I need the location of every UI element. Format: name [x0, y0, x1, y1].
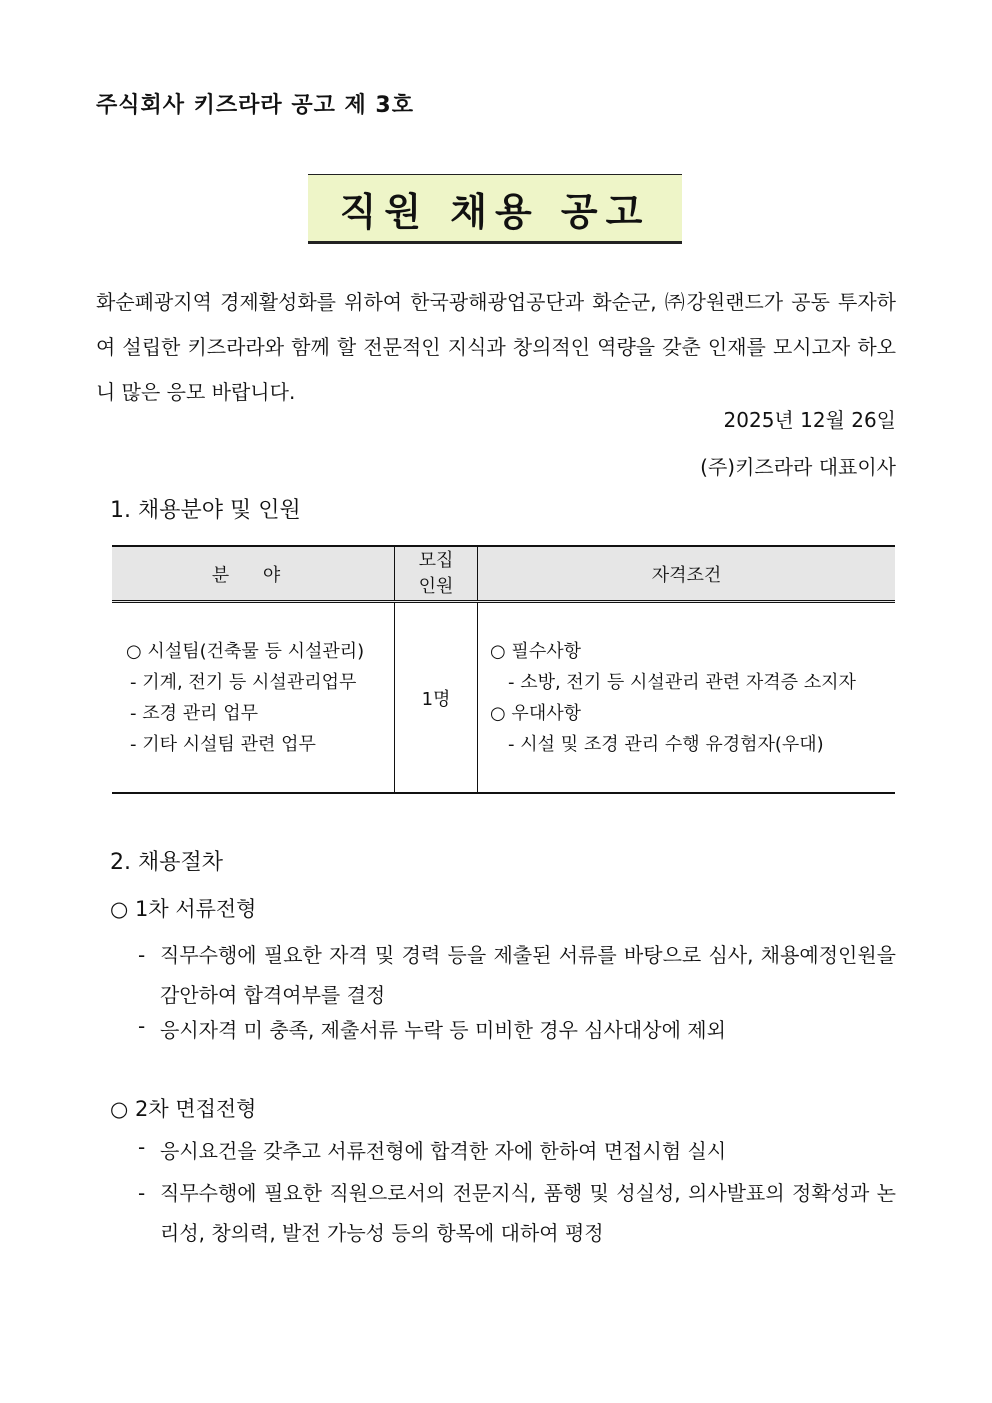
- step1-heading: ○ 1차 서류전형: [110, 897, 257, 921]
- intro-paragraph: 화순폐광지역 경제활성화를 위하여 한국광해광업공단과 화순군, ㈜강원랜드가 공동 투자하여 설립한 키즈라라와 함께 할 전문적인 지식과 창의적인 역량을 갖춘 인재를 모시고자 하오니 많은 응모 바랍니다.: [96, 290, 896, 404]
- recruitment-table: [112, 545, 895, 794]
- dash-marker: -: [138, 1014, 146, 1038]
- announcement-date: 2025년 12월 26일: [723, 408, 896, 432]
- header-qualification: 자격조건: [478, 546, 896, 602]
- header-count-line1: 모집: [418, 549, 454, 571]
- dash-marker: -: [138, 1135, 146, 1159]
- step1-line-text: 응시자격 미 충족, 제출서류 누락 등 미비한 경우 심사대상에 제외: [160, 1018, 726, 1042]
- cell-qualification: [478, 602, 896, 794]
- step2-line-text: 직무수행에 필요한 직원으로서의 전문지식, 품행 및 성실성, 의사발표의 정확성과 논리성, 창의력, 발전 가능성 등의 항목에 대하여 평정: [160, 1181, 896, 1245]
- section-heading-recruitment: 1. 채용분야 및 인원: [110, 498, 301, 523]
- cell-count: 1명: [395, 602, 478, 794]
- section-heading-procedure: 2. 채용절차: [110, 850, 223, 875]
- page-title: 직원 채용 공고: [339, 189, 651, 234]
- field-line: - 조경 관리 업무: [130, 702, 258, 724]
- field-line: - 기타 시설팀 관련 업무: [130, 733, 316, 755]
- header-count-line2: 인원: [418, 575, 454, 597]
- field-line: - 기계, 전기 등 시설관리업무: [130, 671, 357, 693]
- table-header-row: [112, 546, 895, 602]
- step2-heading: ○ 2차 면접전형: [110, 1097, 257, 1121]
- field-line: ○ 시설팀(건축물 등 시설관리): [126, 640, 365, 662]
- qualification-line: - 시설 및 조경 관리 수행 유경험자(우대): [508, 733, 824, 755]
- header-count: [395, 546, 478, 602]
- notice-number: 주식회사 키즈라라 공고 제 3호: [96, 93, 414, 118]
- qualification-line: ○ 필수사항: [490, 640, 581, 662]
- table-row: [112, 602, 895, 794]
- issuer: (주)키즈라라 대표이사: [700, 455, 896, 479]
- step1-line: [138, 935, 896, 1015]
- dash-marker: -: [138, 943, 146, 967]
- dash-marker: -: [138, 1181, 146, 1205]
- step2-line: [138, 1135, 726, 1164]
- qualification-line: ○ 우대사항: [490, 702, 581, 724]
- step1-line: [138, 1014, 726, 1043]
- title-banner: [308, 174, 682, 244]
- step2-line: [138, 1173, 896, 1253]
- step1-line-text: 직무수행에 필요한 자격 및 경력 등을 제출된 서류를 바탕으로 심사, 채용예정인원을 감안하여 합격여부를 결정: [160, 943, 896, 1007]
- qualification-line: - 소방, 전기 등 시설관리 관련 자격증 소지자: [508, 671, 856, 693]
- header-field: 분 야: [112, 546, 395, 602]
- cell-field: [112, 602, 395, 794]
- step2-line-text: 응시요건을 갖추고 서류전형에 합격한 자에 한하여 면접시험 실시: [160, 1139, 727, 1163]
